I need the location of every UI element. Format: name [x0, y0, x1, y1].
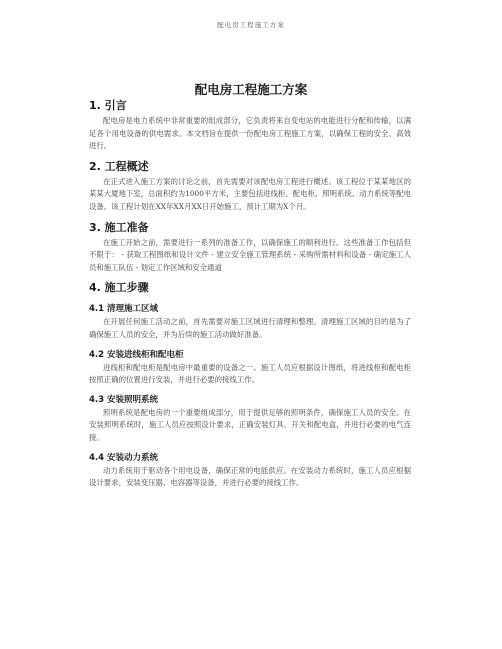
section-heading-steps: 4. 施工步骤 — [89, 281, 149, 295]
subsection-paragraph-power: 动力系统用于驱动各个用电设备，确保正常的电能供应。在安装动力系统时，施工人员应根据设计要求，安装变压器、电容器等设备，并进行必要的接线工作。 — [89, 465, 411, 488]
section-heading-preparation: 3. 施工准备 — [89, 220, 149, 234]
section-paragraph-preparation: 在施工开始之前，需要进行一系列的准备工作，以确保施工的顺利进行。这些准备工作包括但不限于： - 获取工程图纸和设计文件 - 建立安全施工管理系统 - 采购所需材料和设备 - 确定施工人员和施工队伍 - 划定工作区域和安全通道 — [89, 237, 411, 272]
document-title: 配电房工程施工方案 — [194, 82, 308, 97]
section-paragraph-overview: 在正式进入施工方案的讨论之前，首先需要对该配电房工程进行概述。该工程位于某某地区的某某大厦地下室，总面积约为1000平方米，主要包括进线柜、配电柜、照明系统、动力系统等配电设备。该工程计划在XX年XX月XX日开始施工，预计工期为X个月。 — [89, 176, 411, 211]
subsection-heading-clear-area: 4.1 清理施工区域 — [89, 304, 159, 315]
subsection-paragraph-cabinets: 进线柜和配电柜是配电房中最重要的设备之一。施工人员应根据设计图纸，将进线柜和配电柜按照正确的位置进行安装，并进行必要的接线工作。 — [89, 362, 411, 385]
section-paragraph-introduction: 配电房是电力系统中非常重要的组成部分，它负责将来自变电站的电能进行分配和传输，以满足各个用电设备的供电需求。本文档旨在提供一份配电房工程施工方案，以确保工程的安全、高效进行。 — [89, 116, 411, 151]
document-body — [89, 97, 411, 490]
running-header: 配电房工程施工方案 — [217, 21, 285, 29]
section-heading-overview: 2. 工程概述 — [89, 159, 149, 173]
subsection-heading-cabinets: 4.2 安装进线柜和配电柜 — [89, 349, 184, 360]
section-heading-introduction: 1. 引言 — [89, 99, 127, 112]
subsection-paragraph-lighting: 照明系统是配电房的一个重要组成部分，用于提供足够的照明条件，确保施工人员的安全。在安装照明系统时，施工人员应按照设计要求，正确安装灯具、开关和配电盒，并进行必要的电气连接。 — [89, 407, 411, 442]
subsection-paragraph-clear-area: 在开展任何施工活动之前，首先需要对施工区域进行清理和整理。清理施工区域的目的是为了确保施工人员的安全，并为后续的施工活动做好准备。 — [89, 317, 411, 339]
subsection-heading-power: 4.4 安装动力系统 — [89, 452, 159, 463]
subsection-heading-lighting: 4.3 安装照明系统 — [89, 394, 159, 405]
